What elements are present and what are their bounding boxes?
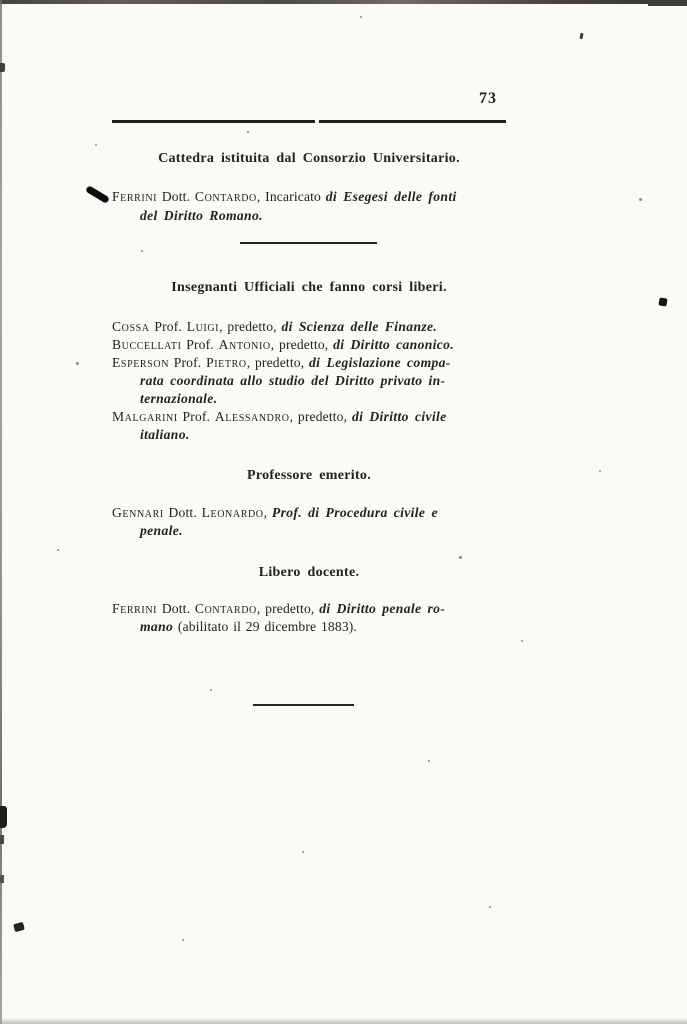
subject-italic: di Diritto penale ro- mano [140,601,446,634]
ink-blob [658,297,667,306]
header-rule [112,120,506,123]
entry-list-libero-docente [112,600,520,636]
person-name: Antonio [218,337,271,352]
person-name: Alessandro [214,409,290,424]
ink-blob [0,63,5,72]
entry-text: Prof. [181,337,219,352]
ink-speck [579,33,583,39]
subject-italic: di Scienza delle Finanze. [281,319,438,334]
ink-speck [599,470,601,472]
subject-italic: di Diritto canonico. [333,337,455,352]
ink-speck [210,689,212,691]
end-of-page-rule [253,704,354,706]
entry-text: , predetto, [246,355,310,370]
subject-italic: di Esegesi delle fonti del Diritto Romano. [140,189,457,223]
person-name: Gennari [112,505,164,520]
scan-edge-top-right [648,0,687,6]
person-name: Malgarini [112,409,178,424]
ink-speck [247,131,249,133]
entry-text: , predetto, [289,409,352,424]
catalog-entry [112,600,520,636]
entry-text: Prof. [177,409,215,424]
ink-speck [57,549,59,551]
entry-text: , Incaricato [256,189,326,204]
person-name: Pietro [206,355,247,370]
catalog-entry [112,408,520,444]
ink-speck [182,939,184,941]
ink-speck [639,198,642,201]
entry-list-cattedra [112,187,520,225]
person-name: Ferrini [112,601,158,616]
ink-blob [0,875,4,883]
entry-text: , predetto, [270,337,334,352]
person-name: Esperson [112,355,170,370]
entry-text: Dott. [157,189,195,204]
scan-edge-bottom [0,1018,687,1024]
catalog-entry [112,336,520,354]
catalog-entry [112,318,520,336]
subject-italic: Prof. di Procedura civile e penale. [140,505,438,538]
section-heading-insegnanti: Insegnanti Ufficiali che fanno corsi liberi. [171,280,447,295]
entry-text: Prof. [149,319,187,334]
entry-text: , predetto, [219,319,282,334]
header-rule-left-segment [112,120,315,123]
catalog-entry [112,504,520,540]
entry-text: Dott. [163,505,202,520]
ink-speck [302,851,304,853]
section-heading-cattedra: Cattedra istituita dal Consorzio Universitario. [158,151,460,166]
person-name: Contardo [194,189,257,204]
entry-text: Dott. [157,601,195,616]
person-name: Luigi [186,319,220,334]
handwritten-pen-mark [85,185,110,204]
ink-speck [521,640,523,642]
ink-blob [0,835,4,844]
catalog-entry [112,187,520,225]
entry-text: , [263,505,272,520]
person-name: Leonardo [201,505,264,520]
section-heading-libero-docente: Libero docente. [258,565,360,580]
section-heading-professore-emerito: Professore emerito. [246,468,371,483]
ink-speck [95,144,97,146]
ink-blob [13,922,25,932]
scan-edge-top [0,0,687,4]
ink-speck [428,760,430,762]
subject-italic: di Diritto civile italiano. [140,409,447,442]
entry-list-insegnanti [112,318,520,444]
scan-edge-left [0,0,2,1024]
page-number: 73 [479,90,497,107]
entry-text: (abilitato il 29 dicembre 1883). [173,619,357,634]
entry-text: Prof. [169,355,207,370]
section-divider-rule [240,242,377,244]
ink-speck [459,556,462,559]
ink-speck [489,906,491,908]
header-rule-right-segment [319,120,506,123]
person-name: Buccellati [112,337,182,352]
entry-text: , predetto, [256,601,320,616]
ink-speck [360,16,362,18]
person-name: Cossa [112,319,150,334]
person-name: Contardo [194,601,257,616]
ink-speck [141,250,143,252]
ink-blob [0,806,7,828]
person-name: Ferrini [112,189,158,204]
ink-speck [76,362,79,365]
entry-list-professore-emerito [112,504,520,540]
subject-italic: di Legislazione compa- rata coordinata allo studio del Diritto privato in- ternazionale. [140,355,451,406]
catalog-entry [112,354,520,408]
